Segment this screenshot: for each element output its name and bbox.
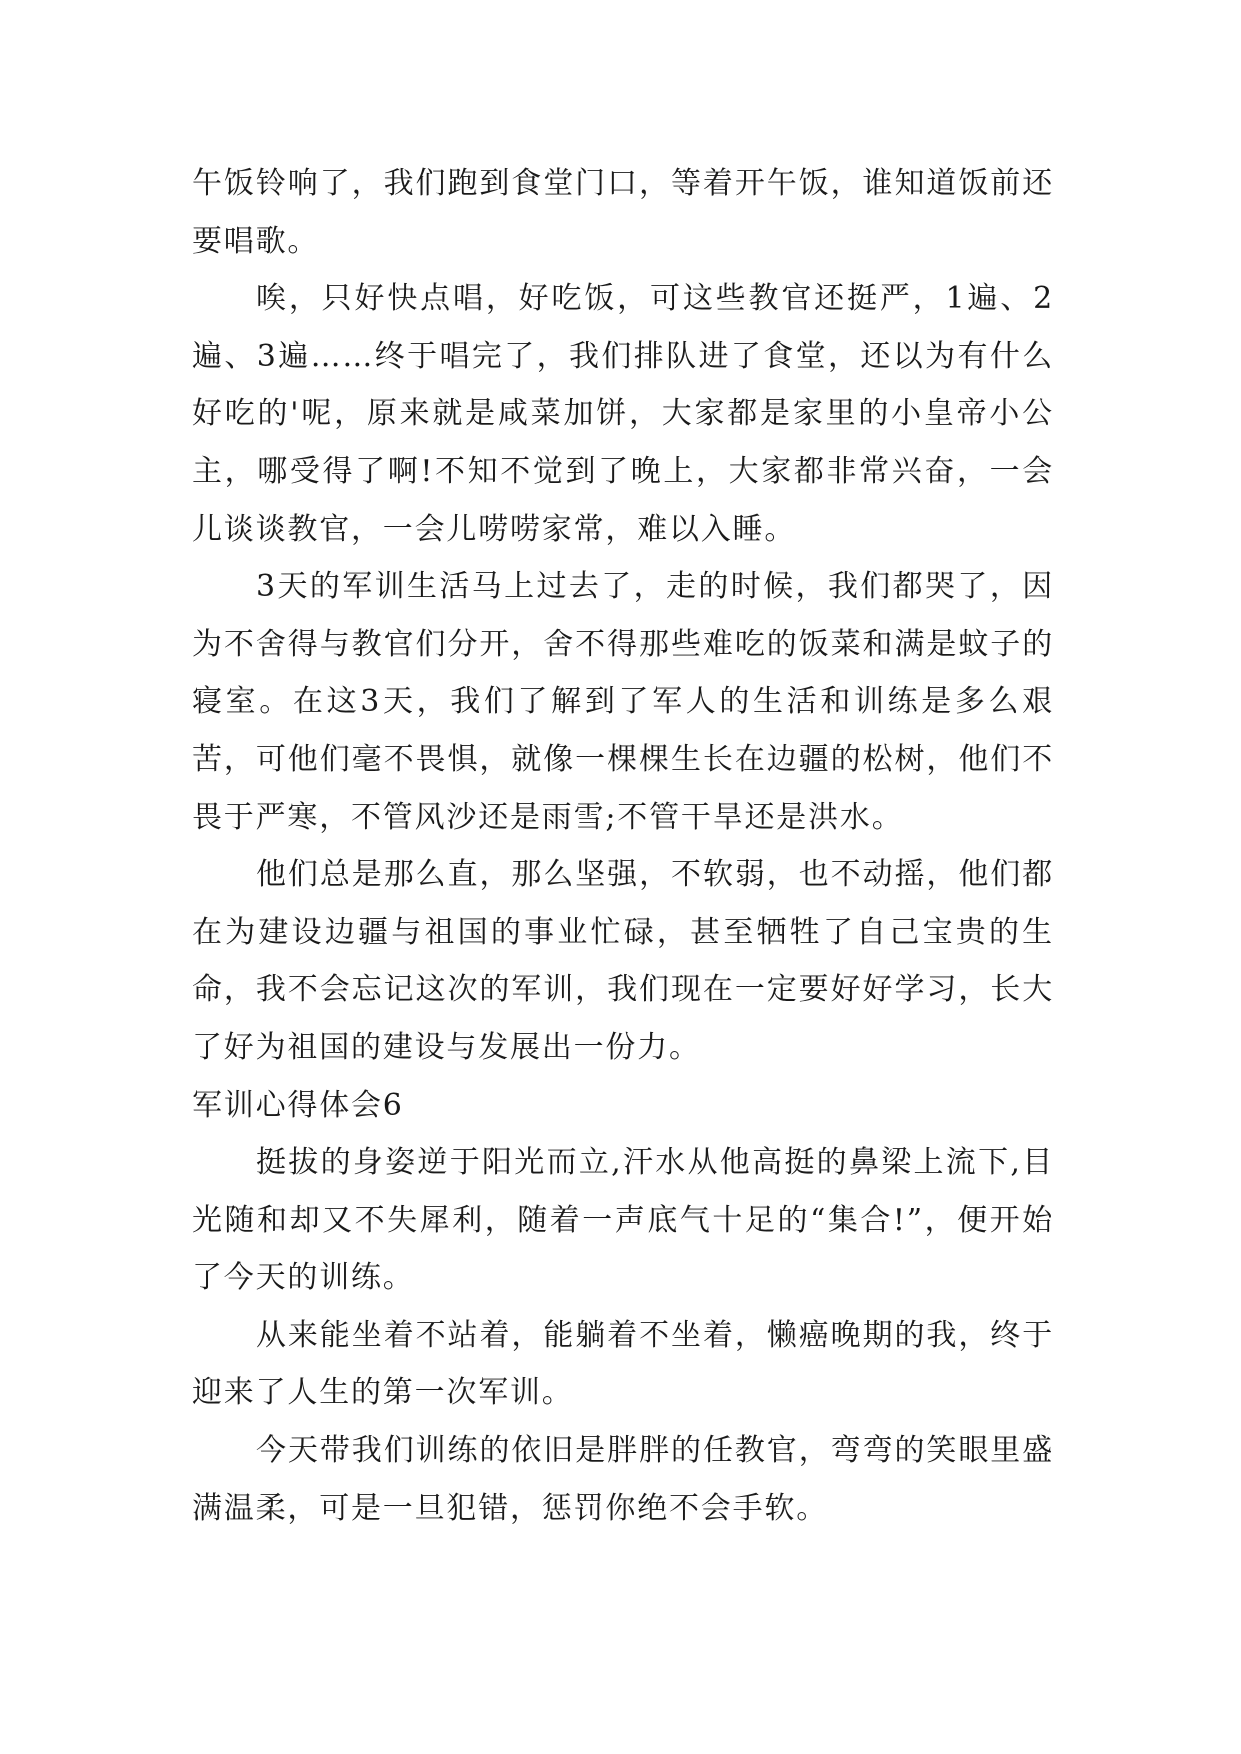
- paragraph-lunch-bell: 午饭铃响了，我们跑到食堂门口，等着开午饭，谁知道饭前还要唱歌。: [192, 166, 1054, 259]
- paragraph-singing: 唉，只好快点唱，好吃饭，可这些教官还挺严，1遍、2遍、3遍……终于唱完了，我们排队进了食堂，还以为有什么好吃的'呢，原来就是咸菜加饼，大家都是家里的小皇帝小公主，哪受得了啊!不知不觉到了晚上，大家都非常兴奋，一会儿谈谈教官，一会儿唠唠家常，难以入睡。: [192, 281, 1054, 547]
- section-heading: 军训心得体会6: [192, 1087, 404, 1123]
- paragraph-instructor-posture: 挺拔的身姿逆于阳光而立,汗水从他高挺的鼻梁上流下,目光随和却又不失犀利，随着一声底气十足的“集合!”，便开始了今天的训练。: [192, 1145, 1054, 1296]
- paragraph-first-training: 从来能坐着不站着，能躺着不坐着，懒癌晚期的我，终于迎来了人生的第一次军训。: [192, 1317, 1054, 1411]
- paragraph-instructor-ren: 今天带我们训练的依旧是胖胖的任教官，弯弯的笑眼里盛满温柔，可是一旦犯错，惩罚你绝不会手软。: [192, 1433, 1054, 1526]
- paragraph-three-days: 3天的军训生活马上过去了，走的时候，我们都哭了，因为不舍得与教官们分开，舍不得那些难吃的饭菜和满是蚊子的寝室。在这3天，我们了解到了军人的生活和训练是多么艰苦，可他们毫不畏惧，就像一棵棵生长在边疆的松树，他们不畏于严寒，不管风沙还是雨雪;不管干旱还是洪水。: [192, 569, 1054, 835]
- document-body: [192, 155, 1054, 1537]
- paragraph-soldiers: 他们总是那么直，那么坚强，不软弱，也不动摇，他们都在为建设边疆与祖国的事业忙碌，甚至牺牲了自己宝贵的生命，我不会忘记这次的军训，我们现在一定要好好学习，长大了好为祖国的建设与发展出一份力。: [192, 857, 1054, 1065]
